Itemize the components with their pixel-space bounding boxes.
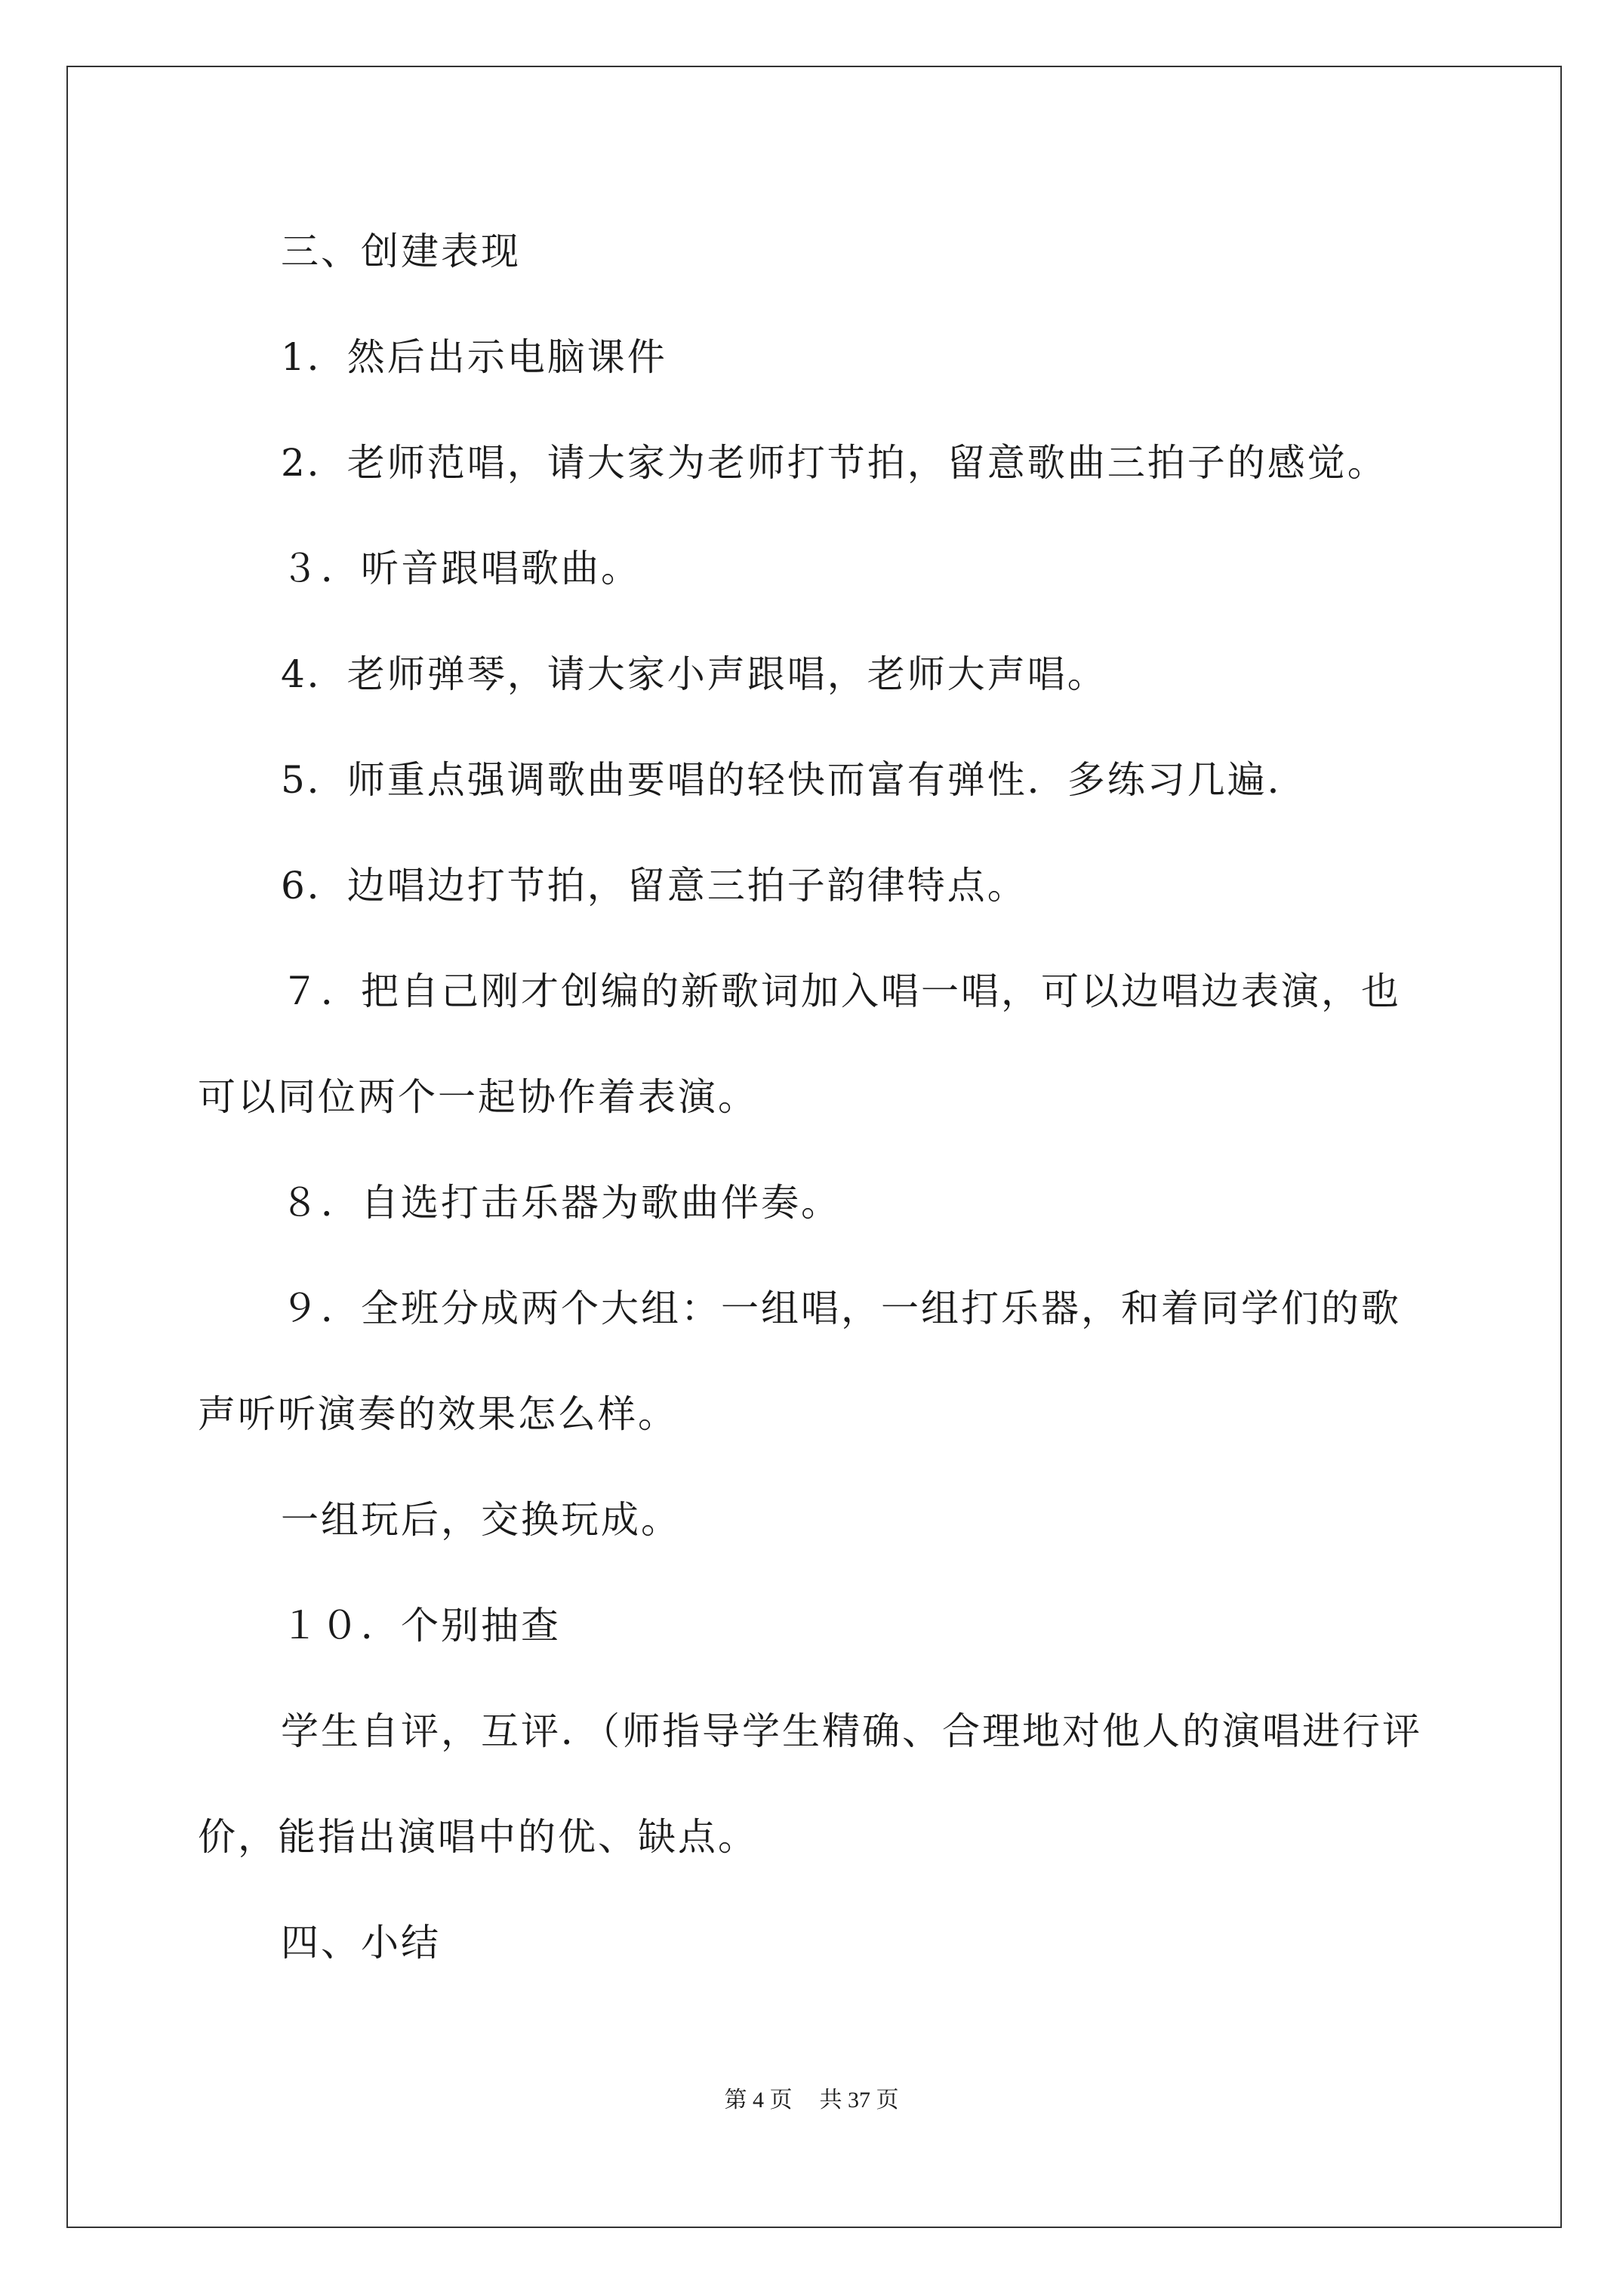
paragraph-step-3: ３．听音跟唱歌曲。 [281,547,641,590]
paragraph-step-9: ９．全班分成两个大组：一组唱，一组打乐器，和着同学们的歌 [281,1287,1401,1330]
page-number-total: 共 37 页 [819,2088,899,2113]
paragraph-step-7-continued: 可以同位两个一起协作着表演。 [198,1075,758,1119]
paragraph-step-4: 4．老师弹琴，请大家小声跟唱，老师大声唱。 [281,652,1107,696]
paragraph-self-evaluation: 学生自评，互评．（师指导学生精确、合理地对他人的演唱进行评 [281,1709,1422,1753]
paragraph-step-1: 1．然后出示电脑课件 [281,335,667,379]
paragraph-group-swap: 一组玩后，交换玩成。 [281,1498,681,1542]
paragraph-self-evaluation-continued: 价，能指出演唱中的优、缺点。 [198,1815,758,1859]
paragraph-step-5: 5．师重点强调歌曲要唱的轻快而富有弹性．多练习几遍． [281,758,1307,802]
page-number-current: 第 4 页 [724,2088,793,2113]
paragraph-step-6: 6．边唱边打节拍，留意三拍子韵律特点。 [281,864,1027,908]
section-heading-create: 三、创建表现 [281,230,521,273]
section-heading-summary: 四、小结 [281,1921,441,1965]
paragraph-step-7: ７．把自己刚才创编的新歌词加入唱一唱，可以边唱边表演，也 [281,969,1401,1013]
page-border [66,66,1562,2228]
page-footer [0,2085,1623,2116]
paragraph-step-9-continued: 声听听演奏的效果怎么样。 [198,1392,678,1436]
paragraph-step-8: ８．自选打击乐器为歌曲伴奏。 [281,1181,841,1225]
paragraph-step-2: 2．老师范唱，请大家为老师打节拍，留意歌曲三拍子的感觉。 [281,441,1387,485]
paragraph-step-10: １０．个别抽查 [281,1604,561,1647]
